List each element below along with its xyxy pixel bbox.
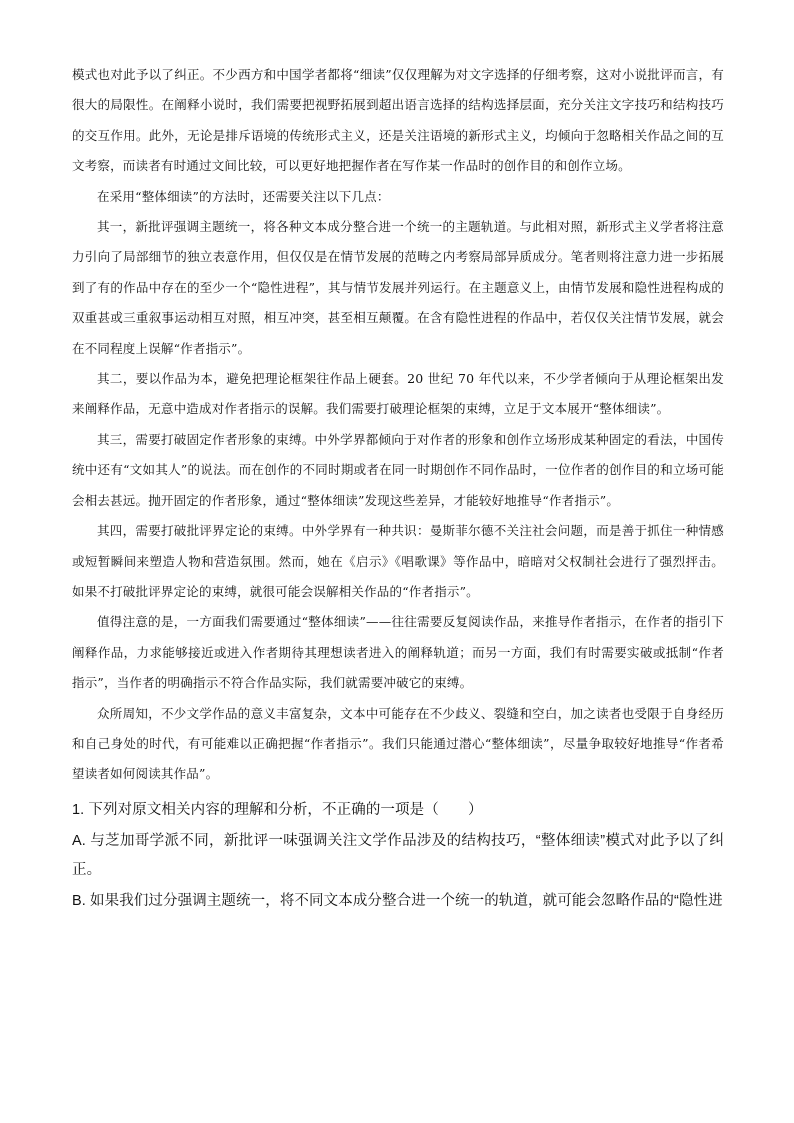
question-stem: 1. 下列对原文相关内容的理解和分析，不正确的一项是（ ） [72, 801, 483, 818]
paragraph-point-four: 其四，需要打破批评界定论的束缚。中外学界有一种共识：曼斯菲尔德不关注社会问题，而是善于抓住一种情感或短暂瞬间来塑造人物和营造氛围。然而，她在《启示》《唱歌课》等作品中，暗暗对父权制社会进行了强烈抨击。如果不打破批评界定论的束缚，就很可能会误解相关作品的“作者指示”。 [72, 523, 724, 599]
option-b: B. 如果我们过分强调主题统一，将不同文本成分整合进一个统一的轨道，就可能会忽略作品的“隐性进 [72, 892, 723, 909]
paragraph-point-two: 其二，要以作品为本，避免把理论框架往作品上硬套。20 世纪 70 年代以来，不少学者倾向于从理论框架出发来阐释作品，无意中造成对作者指示的误解。我们需要打破理论框架的束缚，立足于文本展开“整体细读”。 [72, 371, 724, 417]
paragraph-conclusion: 众所周知，不少文学作品的意义丰富复杂，文本中可能存在不少歧义、裂缝和空白，加之读者也受限于自身经历和自己身处的时代，有可能难以正确把握“作者指示”。我们只能通过潜心“整体细读”，尽量争取较好地推导“作者希望读者如何阅读其作品”。 [72, 705, 724, 782]
paragraph-intro-points: 在采用“整体细读”的方法时，还需要关注以下几点： [97, 188, 390, 204]
paragraph-continuation: 模式也对此予以了纠正。不少西方和中国学者都将“细读”仅仅理解为对文字选择的仔细考察，这对小说批评而言，有很大的局限性。在阐释小说时，我们需要把视野拓展到超出语言选择的结构选择层面，充分关注文字技巧和结构技巧的交互作用。此外，无论是排斥语境的传统形式主义，还是关注语境的新形式主义，均倾向于忽略相关作品之间的互文考察，而读者有时通过文间比较，可以更好地把握作者在写作某一作品时的创作目的和创作立场。 [72, 67, 724, 174]
option-a: A. 与芝加哥学派不同，新批评一味强调关注文学作品涉及的结构技巧，“整体细读”模式对此予以了纠正。 [72, 832, 724, 878]
paragraph-note: 值得注意的是，一方面我们需要通过“整体细读”——往往需要反复阅读作品，来推导作者指示，在作者的指引下阐释作品，力求能够接近或进入作者期待其理想读者进入的阐释轨道；而另一方面，我们有时需要实破或抵制“作者指示”，当作者的明确指示不符合作品实际，我们就需要冲破它的束缚。 [72, 614, 724, 691]
question-block [72, 796, 724, 916]
paragraph-point-three: 其三，需要打破固定作者形象的束缚。中外学界都倾向于对作者的形象和创作立场形成某种固定的看法，中国传统中还有“文如其人”的说法。而在创作的不同时期或者在同一时期创作不同作品时，一位作者的创作目的和立场可能会相去甚远。抛开固定的作者形象，通过“整体细读”发现这些差异，才能较好地推导“作者指示”。 [72, 431, 724, 508]
article-body [72, 60, 724, 790]
paragraph-point-one: 其一，新批评强调主题统一，将各种文本成分整合进一个统一的主题轨道。与此相对照，新形式主义学者将注意力引向了局部细节的独立表意作用，但仅仅是在情节发展的范畴之内考察局部异质成分。笔者则将注意力进一步拓展到了有的作品中存在的至少一个“隐性进程”，其与情节发展并列运行。在主题意义上，由情节发展和隐性进程构成的双重甚或三重叙事运动相互对照，相互冲突，甚至相互颠覆。在含有隐性进程的作品中，若仅仅关注情节发展，就会在不同程度上误解“作者指示”。 [72, 219, 724, 356]
